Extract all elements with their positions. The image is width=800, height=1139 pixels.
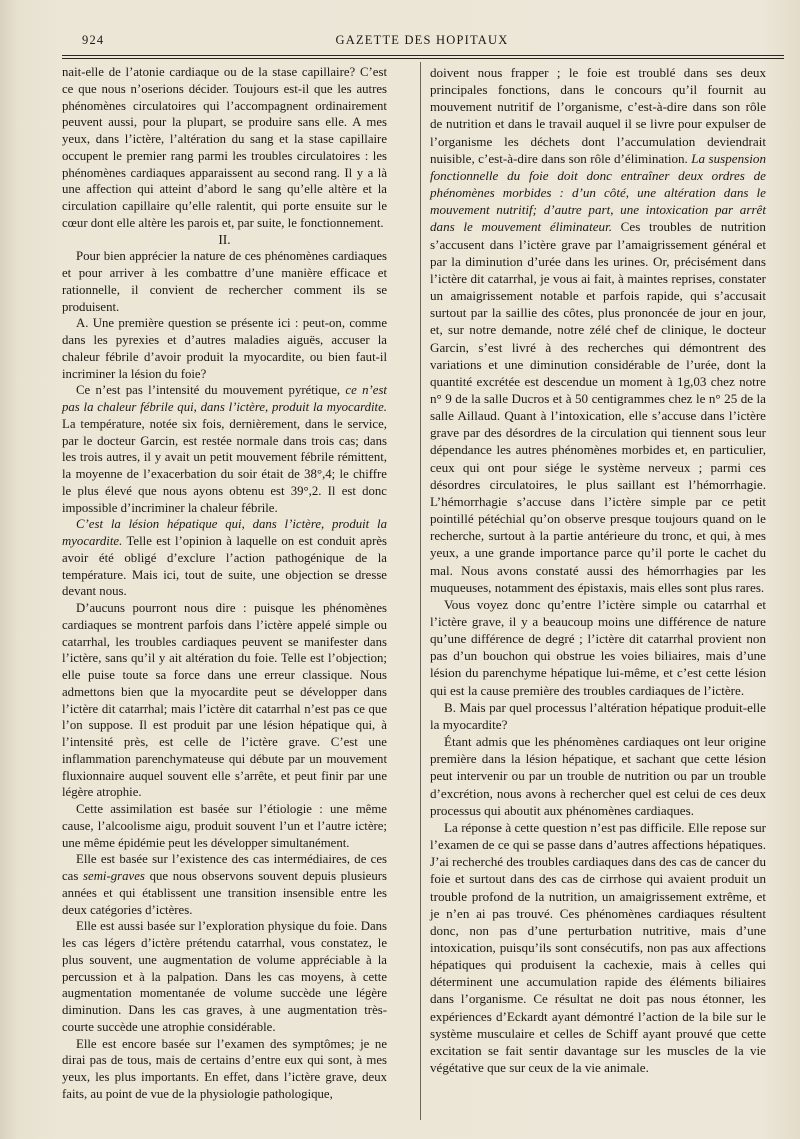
paragraph bbox=[62, 382, 387, 516]
paragraph: Elle est encore basée sur l’examen des symptômes; je ne dirai pas de tous, mais de certains d’entre eux qui sont, à mes yeux, les plus importants. En effet, dans l’ictère grave, deux faits, au point de vue de la physiologie pathologique, bbox=[62, 1036, 387, 1101]
paragraph bbox=[430, 64, 766, 596]
page-number: 924 bbox=[82, 33, 105, 47]
paragraph: La réponse à cette question n’est pas difficile. Elle repose sur l’examen de ce qui se passe dans d’autres affections hépatiques. J’ai recherché des troubles cardiaques dans des cas de cancer du foie et surtout dans des cas de cirrhose qui avaient produit un trouble profond de la nutrition, un amaigrissement extrême, et je n’en ai pas trouvé. Ces phénomènes cardiaques résultent donc, non pas d’une perturbation nutritive, mais d’une intoxication, puisqu’ils sont consécutifs, non pas aux affections hépatiques qui produisent la cachexie, mais à celles qui déterminent une accumulation rapide des éléments biliaires dans l’organisme. Ce résultat ne doit pas nous étonner, les expériences d’Eckardt ayant démontré l’action de la bile sur le système musculaire et celles de Schiff ayant prouvé que cette excitation se fait sentir davantage sur les muscles de la vie végétative que sur ceux de la vie animale. bbox=[430, 819, 766, 1076]
text-run: Telle est l’opinion à laquelle on est conduit après avoir été obligé d’exclure l’action pathogénique de la température. Mais ici, tout de suite, une objection se dresse devant nous. bbox=[62, 534, 387, 599]
text-run: Ces troubles de nutrition s’accusent dans l’ictère grave par l’amaigrissement général et par la diminution d’urée dans les urines. Or, précisément dans l’ictère dit catarrhal, je vous ai fait, à maintes reprises, constater un amaigrissement notable et parfois rapide, qui s’accusait surtout par la saillie des côtes, plus prononcée de jour en jour, et, sur notre demande, notre zélé chef de clinique, le docteur Garcin, s’est livré à des recherches qui démontrent des variations et une diminution considérable de l’urée, dont la quantité excrétée est descendue un moment à 1g,03 chez notre n° 9 de la salle Ducros et à 50 centigrammes chez le n° 25 de la salle Aillaud. Quant à l’intoxication, elle s’accuse dans l’ictère grave par des désordres de la circulation qui tiennent sous leur dépendance les autres phénomènes morbides et, en particulier, ceux qui ont pour siége le système nerveux ; parmi ces désordres circulatoires, le plus saillant est l’hémorrhagie. L’hémorrhagie s’accuse dans l’ictère simple par ce petit pointillé pétéchial qu’on observe presque toujours quand on le recherche, surtout à la partie antérieure du tronc, et qui, à mes yeux, a une grande importance parce qu’il porte le cachet du mal. Nous avons constaté aussi des hémorrhagies par les muqueuses, notamment des épistaxis, mais elles sont plus rares. bbox=[430, 219, 766, 595]
text-run: La température, notée six fois, dernièrement, dans le service, par le docteur Garcin, est restée normale dans trois cas; dans les trois autres, il y avait un petit mouvement fébrile rémittent, la moyenne de l’exacerbation du soir était de 38°,4; le chiffre le plus élevé que nous ayons obtenu est 39°,2. Il est donc impossible d’incriminer la chaleur fébrile. bbox=[62, 416, 387, 515]
text-run: Elle est basée sur l’existence des cas intermédiaires, de ces cas bbox=[62, 852, 387, 883]
paragraph: Pour bien apprécier la nature de ces phénomènes cardiaques et pour arriver à les combattre d’une manière efficace et rationnelle, il convient de rechercher comment ils se produisent. bbox=[62, 249, 387, 314]
paragraph bbox=[62, 516, 387, 600]
paragraph: Vous voyez donc qu’entre l’ictère simple ou catarrhal et l’ictère grave, il y a beaucoup moins une différence de nature qu’une différence de degré ; l’ictère dit catarrhal provient non pas d’un bouchon qui obstrue les voies biliaires, mais d’une lésion du parenchyme hépatique lui-même, et c’est cette lésion qui est la cause première des troubles cardiaques de l’ictère. bbox=[430, 596, 766, 698]
paragraph bbox=[62, 851, 387, 918]
header-rule-bottom bbox=[62, 58, 784, 59]
text-run: Ce n’est pas l’intensité du mouvement pyrétique, bbox=[76, 383, 346, 398]
paragraph: B. Mais par quel processus l’altération hépatique produit-elle la myocardite? bbox=[430, 699, 766, 732]
italic-text-run: semi-graves bbox=[83, 869, 145, 883]
text-run: que nous observons souvent depuis plusieurs années et qui établissent une transition insensible entre les deux catégories d’ictères. bbox=[62, 869, 387, 917]
paragraph: Elle est aussi basée sur l’exploration physique du foie. Dans les cas légers d’ictère prétendu catarrhal, vous constatez, le plus souvent, une augmentation de volume appréciable à la percussion et à la palpation. Dans les cas moyens, à cette augmentation momentanée de volume succède une légère diminution. Dans les cas graves, à une augmentation très-courte succède une atrophie considérable. bbox=[62, 919, 387, 1034]
column-separator bbox=[420, 62, 421, 1120]
italic-text-run: La suspension fonctionnelle du foie doit donc entraîner deux ordres de phénomènes morbides : d’un côté, une altération dans le mouvement nutritif; d’autre part, une intoxication par arrêt dans le mouvement éliminateur. bbox=[430, 150, 766, 235]
italic-text-run: ce n’est pas la chaleur fébrile qui, dans l’ictère, produit la myocardite. bbox=[62, 383, 387, 414]
text-run: doivent nous frapper ; le foie est troublé dans ses deux principales fonctions, dans le concours qu’il fournit au mouvement nutritif de l’organisme, c’est-à-dire dans son rôle de nutrition et dans le travail auquel il se livre pour expulser de l’organisme les déchets dont l’accumulation deviendrait nuisible, c’est-à-dire dans son rôle d’élimination. bbox=[430, 65, 766, 166]
journal-title: GAZETTE DES HOPITAUX bbox=[335, 33, 509, 47]
header-rule-top bbox=[62, 55, 784, 56]
left-column bbox=[62, 64, 387, 1103]
italic-text-run: C’est la lésion hépatique qui, dans l’ictère, produit la myocardite. bbox=[62, 517, 387, 548]
paragraph: nait-elle de l’atonie cardiaque ou de la stase capillaire? C’est ce que nous n’oserions décider. Toujours est-il que les autres phénomènes circulatoires qui l’accompagnent ordinairement peuvent aussi, pour la plupart, se produire sans elle. A mes yeux, dans l’ictère, l’altération du sang et la stase capillaire occupent le premier rang parmi les troubles circulatoires : les phénomènes cardiaques apparaissent au second rang. Il y a là une affection qui atteint d’abord le sang qu’elle altère et la circulation capillaire qu’elle ralentit, qui porte ensuite sur le cœur dont elle altère les parois et, par suite, le fonctionnement. bbox=[62, 65, 387, 230]
page-header bbox=[62, 30, 782, 52]
right-column bbox=[430, 64, 766, 1076]
section-heading: II. bbox=[218, 231, 231, 247]
paragraph: D’aucuns pourront nous dire : puisque les phénomènes cardiaques se montrent parfois dans l’ictère appelé simple ou catarrhal, les troubles cardiaques peuvent se manifester dans l’ictère, sans qu’il y ait altération du foie. Telle est l’objection; elle puise toute sa force dans une erreur classique. Nous admettons bien que la myocardite peut se développer dans l’ictère dit catarrhal; mais l’ictère dit catarrhal n’est pas ce que l’on suppose. Il est produit par une lésion hépatique qui, à l’intensité près, est celle de l’ictère grave. C’est une inflammation parenchymateuse qui débute par un mouvement fluxionnaire auquel souvent elle s’arrête, et peut finir par une légère atrophie. bbox=[62, 601, 387, 800]
paragraph: A. Une première question se présente ici : peut-on, comme dans les pyrexies et d’autres maladies aiguës, accuser la chaleur fébrile d’avoir produit la myocardite, ou bien faut-il incriminer la lésion du foie? bbox=[62, 316, 387, 381]
paragraph: Étant admis que les phénomènes cardiaques ont leur origine première dans la lésion hépatique, et sachant que cette lésion peut intervenir ou par un trouble de nutrition ou par un trouble d’excrétion, nous avons à rechercher quel est celui de ces deux processus qui aboutit aux phénomènes cardiaques. bbox=[430, 734, 766, 818]
paragraph: Cette assimilation est basée sur l’étiologie : une même cause, l’alcoolisme aigu, produit souvent l’un et l’autre ictère; une même épidémie peut les développer simultanément. bbox=[62, 802, 387, 850]
